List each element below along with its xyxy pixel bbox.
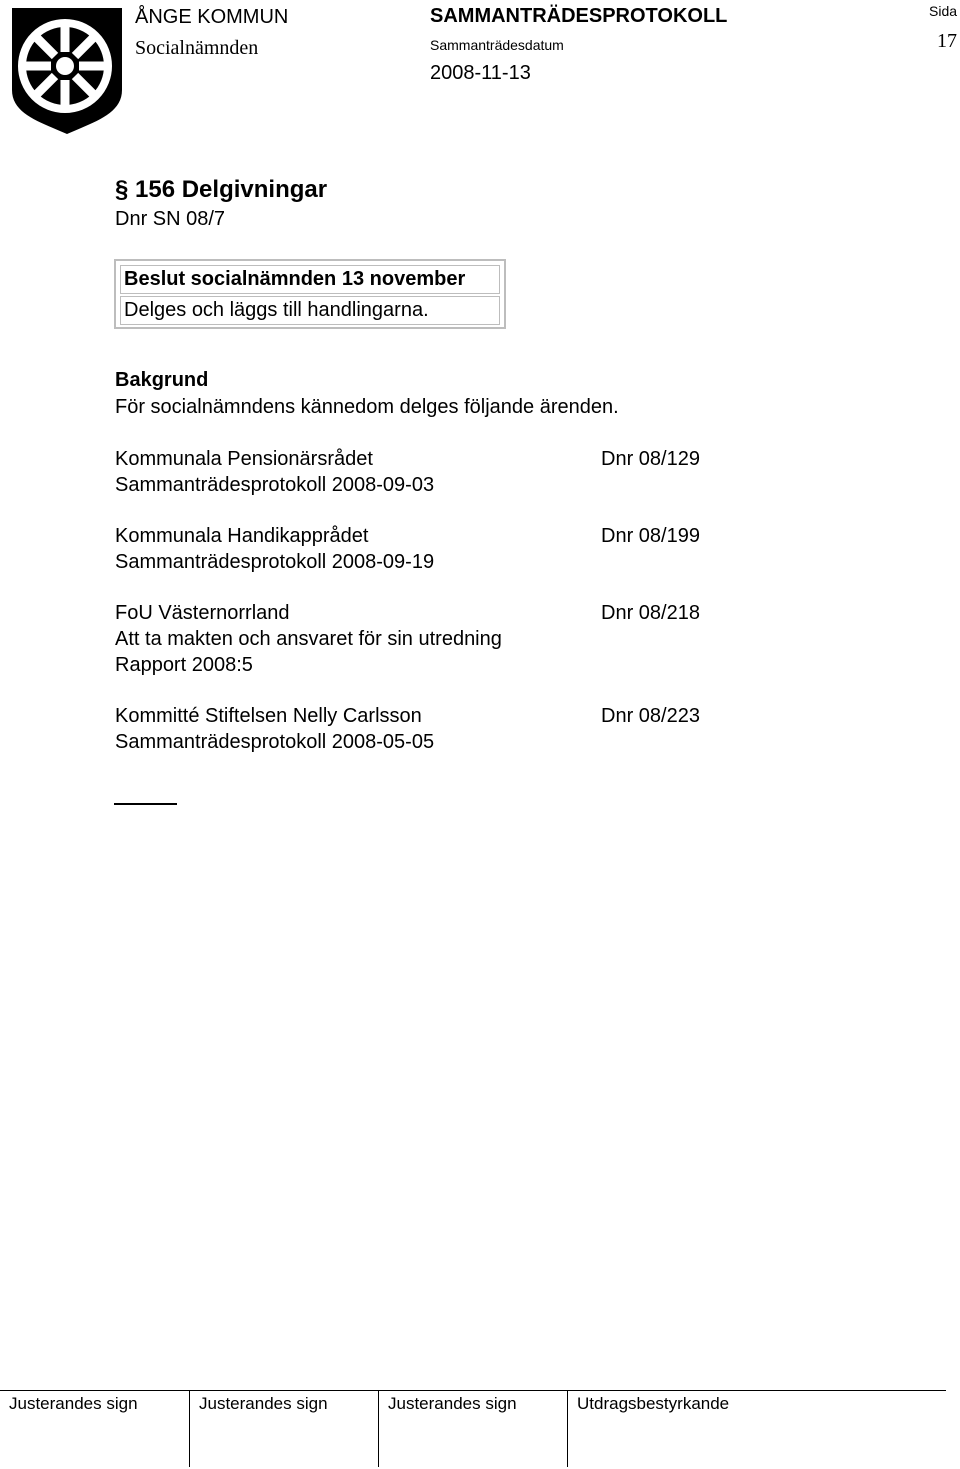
item-detail: Rapport 2008:5 <box>115 654 253 676</box>
committee-name: Socialnämnden <box>135 37 259 59</box>
footer-certification: Utdragsbestyrkande <box>567 1391 807 1467</box>
section-end-divider <box>114 803 177 805</box>
background-text: För socialnämndens kännedom delges följande ärenden. <box>115 396 619 418</box>
item-dnr: Dnr 08/199 <box>601 525 700 547</box>
background-heading: Bakgrund <box>115 369 209 391</box>
municipal-coat-of-arms-icon <box>8 4 126 136</box>
decision-box <box>114 259 506 329</box>
decision-heading: Beslut socialnämnden 13 november <box>120 265 500 294</box>
page-number: 17 <box>937 30 957 52</box>
meeting-date-label: Sammanträdesdatum <box>430 37 564 53</box>
document-title: SAMMANTRÄDESPROTOKOLL <box>430 5 728 27</box>
item-detail: Att ta makten och ansvaret för sin utredning <box>115 628 502 650</box>
item-dnr: Dnr 08/129 <box>601 448 700 470</box>
item-name: Kommitté Stiftelsen Nelly Carlsson <box>115 705 422 727</box>
section-dnr: Dnr SN 08/7 <box>115 208 226 230</box>
item-name: Kommunala Handikapprådet <box>115 525 369 547</box>
section-title: § 156 Delgivningar <box>115 176 328 203</box>
decision-text: Delges och läggs till handlingarna. <box>120 296 500 325</box>
footer-signature-2: Justerandes sign <box>189 1391 381 1467</box>
item-name: FoU Västernorrland <box>115 602 290 624</box>
footer-signature-1: Justerandes sign <box>9 1394 138 1413</box>
item-detail: Sammanträdesprotokoll 2008-09-19 <box>115 551 435 573</box>
page-label: Sida <box>929 3 958 19</box>
footer-signature-3: Justerandes sign <box>378 1391 570 1467</box>
item-detail: Sammanträdesprotokoll 2008-05-05 <box>115 731 435 753</box>
item-detail: Sammanträdesprotokoll 2008-09-03 <box>115 474 435 496</box>
item-name: Kommunala Pensionärsrådet <box>115 448 373 470</box>
municipality-name: ÅNGE KOMMUN <box>135 6 289 28</box>
item-dnr: Dnr 08/218 <box>601 602 700 624</box>
meeting-date: 2008-11-13 <box>430 62 531 84</box>
item-dnr: Dnr 08/223 <box>601 705 700 727</box>
